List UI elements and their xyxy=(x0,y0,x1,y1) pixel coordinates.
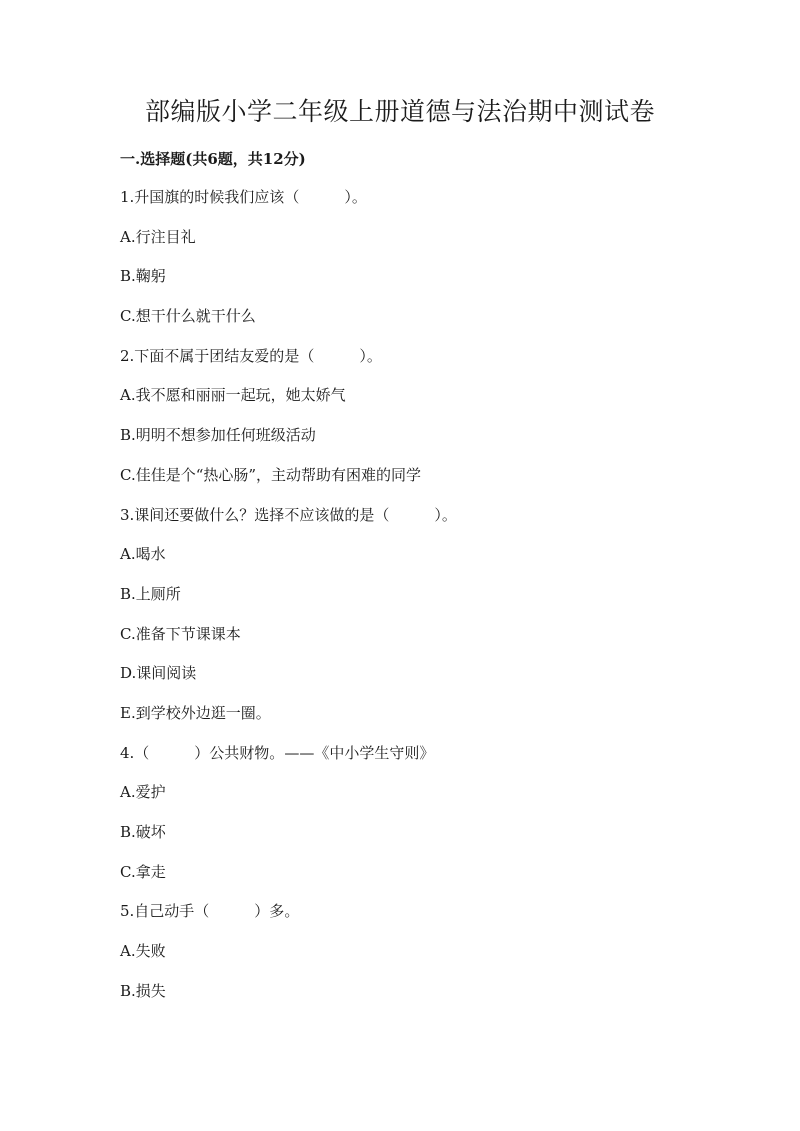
question-stem-3: 3.课间还要做什么？选择不应该做的是（ ）。 xyxy=(120,505,457,524)
option-3b: B.上厕所 xyxy=(120,584,181,603)
option-1b: B.鞠躬 xyxy=(120,267,166,286)
option-3c: C.准备下节课课本 xyxy=(120,624,241,643)
option-4a: A.爱护 xyxy=(120,783,166,802)
question-stem-2: 2.下面不属于团结友爱的是（ ）。 xyxy=(120,346,382,365)
option-5b: B.损失 xyxy=(120,981,166,1000)
question-list xyxy=(120,186,720,1019)
option-3e: E.到学校外边逛一圈。 xyxy=(120,703,271,722)
page-title: 部编版小学二年级上册道德与法治期中测试卷 xyxy=(144,97,655,126)
option-3d: D.课间阅读 xyxy=(120,664,197,683)
option-5a: A.失败 xyxy=(120,942,166,961)
option-2c: C.佳佳是个“热心肠”，主动帮助有困难的同学 xyxy=(120,465,422,484)
option-4b: B.破坏 xyxy=(120,823,166,841)
question-stem-1: 1.升国旗的时候我们应该（ ）。 xyxy=(120,188,367,206)
option-2a: A.我不愿和丽丽一起玩，她太娇气 xyxy=(120,386,346,405)
option-4c: C.拿走 xyxy=(120,862,166,881)
question-stem-4: 4.（ ）公共财物。——《中小学生守则》 xyxy=(120,743,435,762)
question-stem-5: 5.自己动手（ ）多。 xyxy=(120,902,300,921)
section-heading: 一.选择题(共6题，共12分) xyxy=(120,150,306,168)
option-2b: B.明明不想参加任何班级活动 xyxy=(120,426,316,445)
option-1c: C.想干什么就干什么 xyxy=(120,307,256,326)
option-1a: A.行注目礼 xyxy=(120,227,196,246)
option-3a: A.喝水 xyxy=(120,545,166,564)
